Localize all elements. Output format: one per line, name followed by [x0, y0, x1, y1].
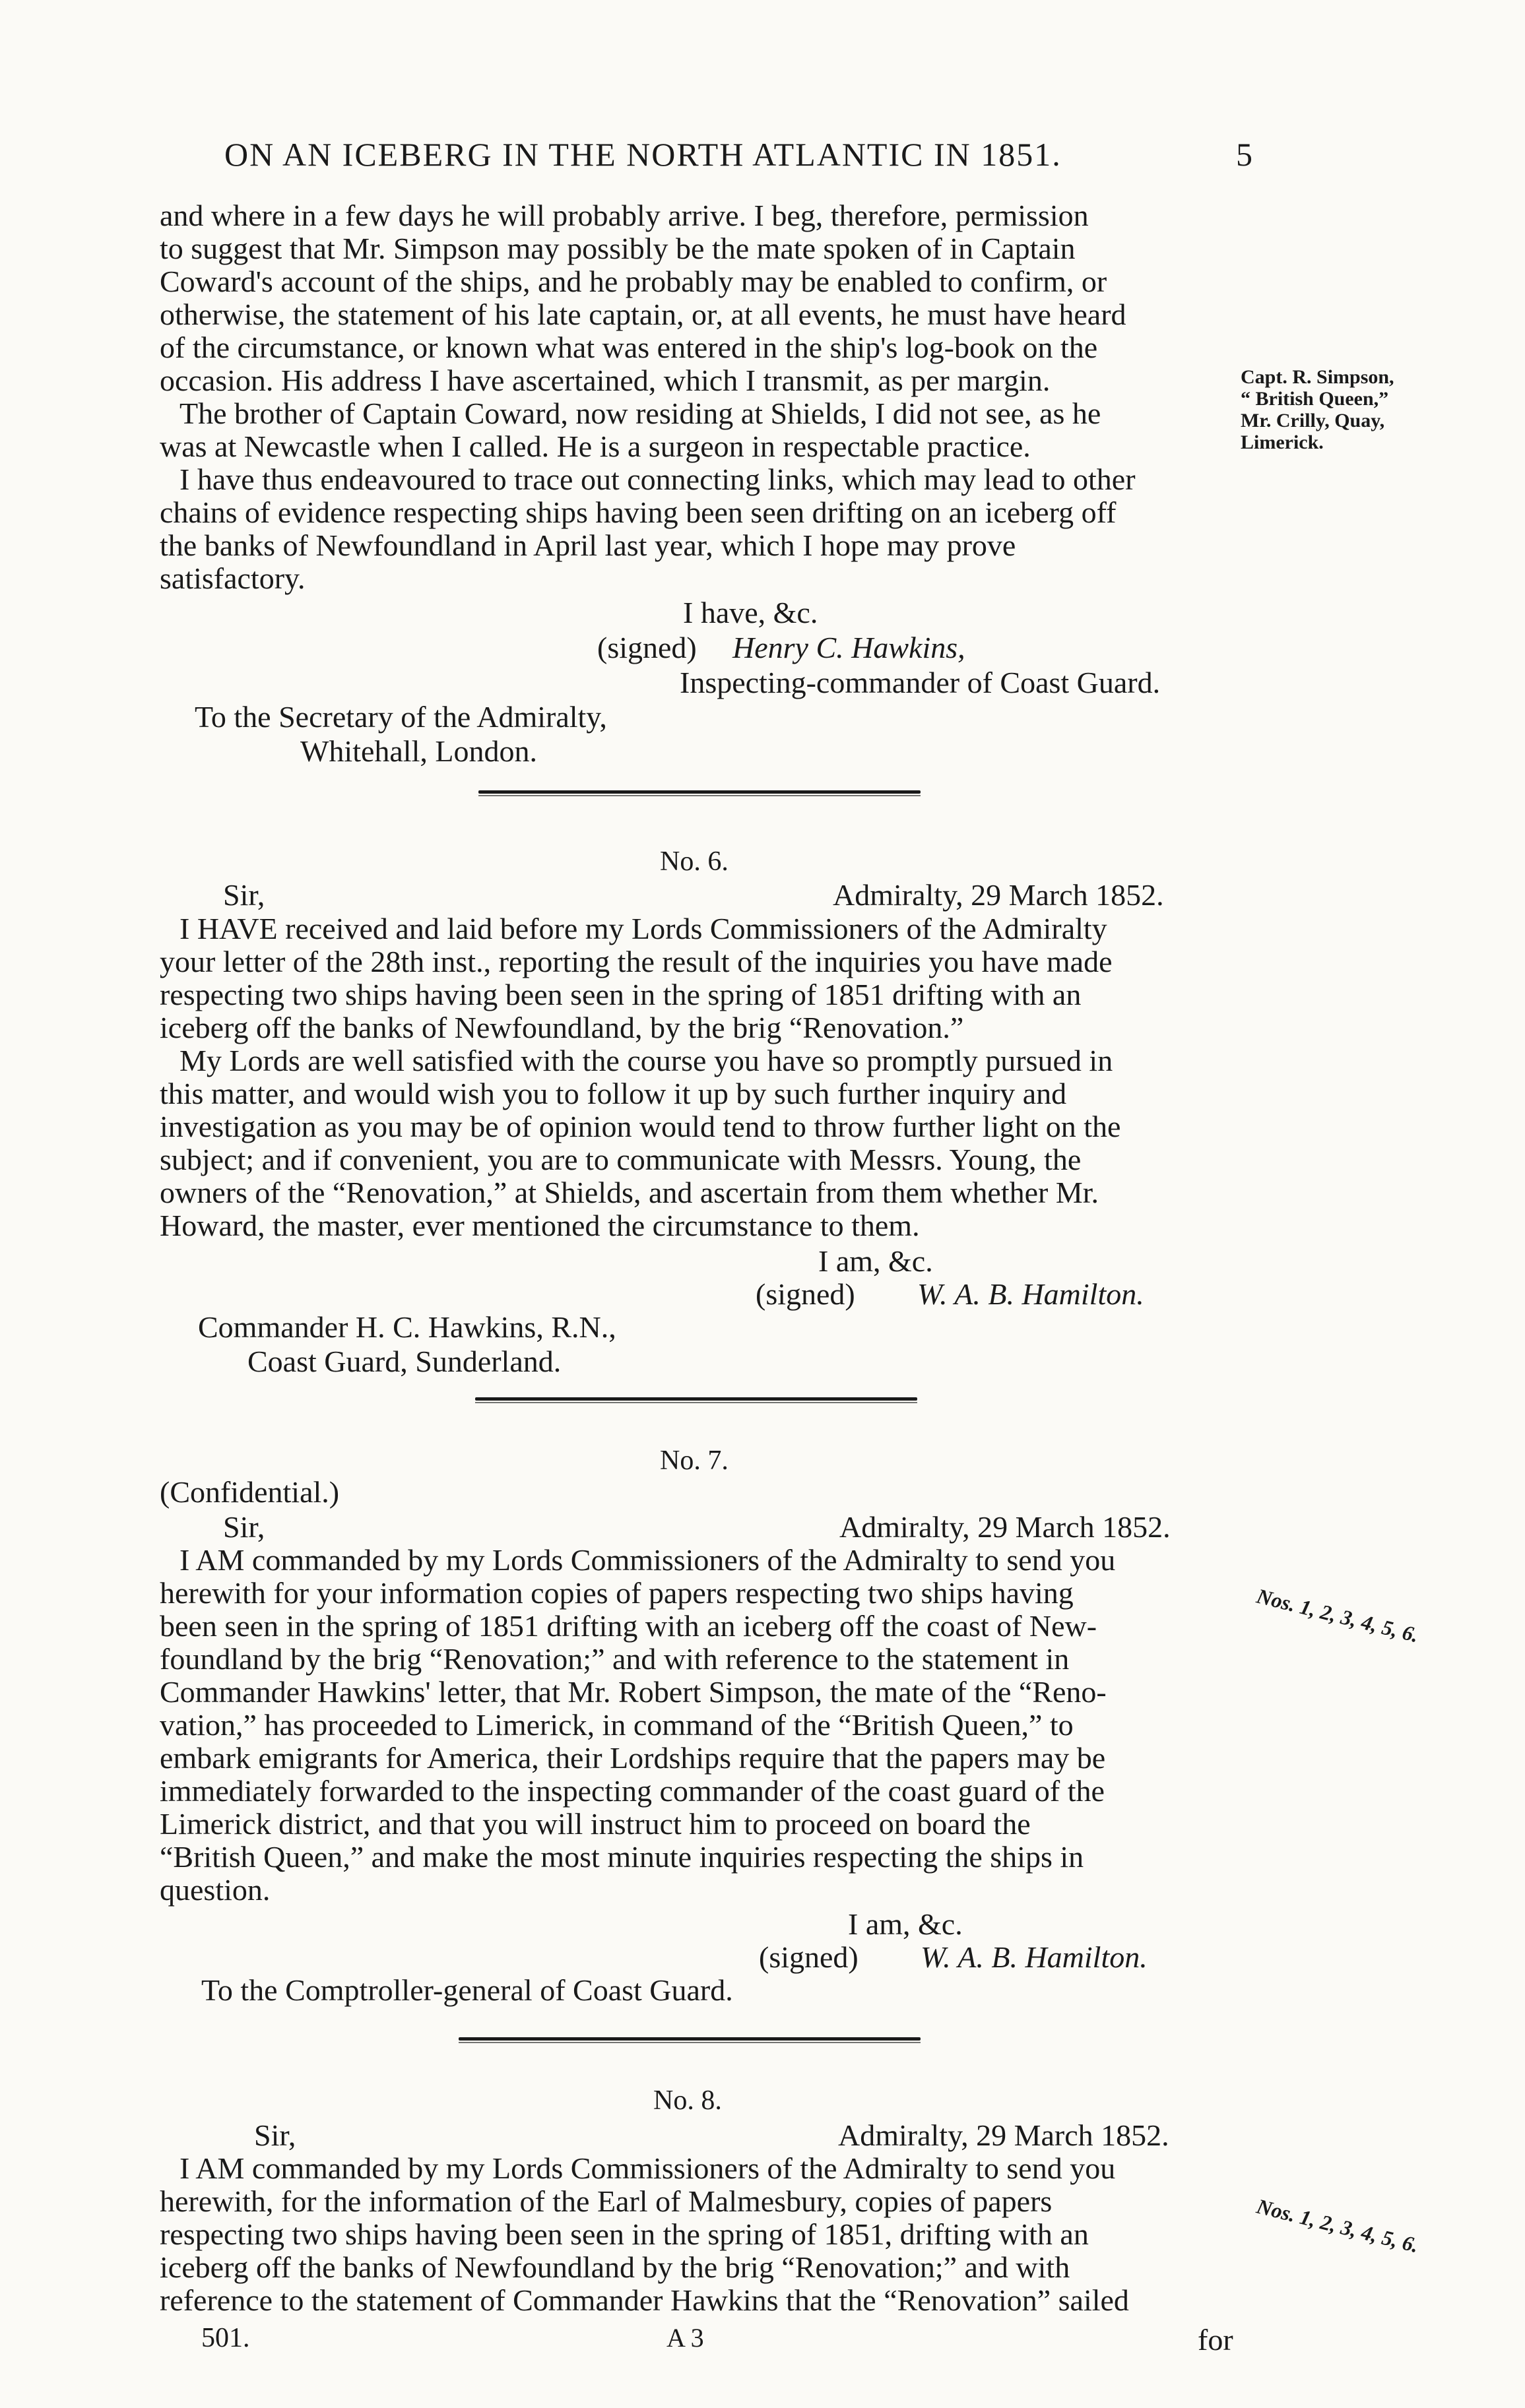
text-line: owners of the “Renovation,” at Shields, and ascertain from them whether Mr. — [160, 1176, 1099, 1209]
text-line: been seen in the spring of 1851 drifting with an iceberg off the coast of New- — [160, 1609, 1097, 1643]
addressee: Commander H. C. Hawkins, R.N., — [198, 1310, 616, 1344]
section-divider — [475, 1397, 917, 1401]
signatory: Henry C. Hawkins, — [732, 631, 965, 664]
text-line: respecting two ships having been seen in the spring of 1851 drifting with an — [160, 978, 1082, 1011]
signed-label: (signed) — [756, 1277, 855, 1311]
text-line: I AM commanded by my Lords Commissioners of the Admiralty to send you — [179, 2151, 1116, 2185]
document-number: No. 8. — [653, 2085, 722, 2116]
text-line: My Lords are well satisfied with the course you have so promptly pursued in — [179, 1044, 1113, 1077]
text-line: herewith, for the information of the Earl of Malmesbury, copies of papers — [160, 2184, 1053, 2218]
text-line: reference to the statement of Commander Hawkins that the “Renovation” sailed — [160, 2283, 1129, 2317]
text-line: of the circumstance, or known what was entered in the ship's log-book on the — [160, 331, 1098, 364]
print-number: 501. — [201, 2323, 250, 2353]
text-line: your letter of the 28th inst., reporting the result of the inquiries you have made — [160, 945, 1113, 978]
text-line: subject; and if convenient, you are to communicate with Messrs. Young, the — [160, 1143, 1082, 1176]
dateline: Admiralty, 29 March 1852. — [833, 878, 1164, 912]
margin-note-address — [1241, 366, 1394, 453]
letter-body — [160, 912, 1242, 1242]
text-line: I HAVE received and laid before my Lords Commissioners of the Admiralty — [179, 912, 1107, 945]
dateline: Admiralty, 29 March 1852. — [839, 1510, 1171, 1544]
section-divider — [478, 790, 921, 794]
closing: I have, &c. — [683, 596, 818, 629]
signatory-title: Inspecting-commander of Coast Guard. — [680, 666, 1161, 699]
text-line: Limerick district, and that you will instruct him to proceed on board the — [160, 1807, 1031, 1841]
text-line: question. — [160, 1873, 271, 1907]
text-line: chains of evidence respecting ships having been seen drifting on an iceberg off — [160, 495, 1117, 529]
document-number: No. 7. — [660, 1445, 729, 1476]
letter-continuation — [160, 199, 1242, 595]
closing: I am, &c. — [848, 1907, 963, 1941]
signatory: W. A. B. Hamilton. — [921, 1940, 1148, 1974]
margin-note-papers: Nos. 1, 2, 3, 4, 5, 6. — [1254, 1583, 1421, 1647]
letter-body — [160, 1544, 1242, 1907]
addressee-place: Whitehall, London. — [300, 734, 537, 768]
margin-line: Limerick. — [1241, 431, 1324, 453]
text-line: satisfactory. — [160, 561, 306, 595]
addressee: To the Comptroller-general of Coast Guard. — [201, 1973, 733, 2007]
text-line: investigation as you may be of opinion would tend to throw further light on the — [160, 1110, 1121, 1143]
addressee-place: Coast Guard, Sunderland. — [247, 1345, 562, 1378]
signed-label: (signed) — [759, 1940, 859, 1974]
text-line: vation,” has proceeded to Limerick, in command of the “British Queen,” to — [160, 1708, 1074, 1742]
text-line: Commander Hawkins' letter, that Mr. Robert Simpson, the mate of the “Reno- — [160, 1675, 1107, 1709]
text-line: iceberg off the banks of Newfoundland by the brig “Renovation;” and with — [160, 2250, 1070, 2284]
text-line: I have thus endeavoured to trace out connecting links, which may lead to other — [179, 462, 1136, 496]
salutation: Sir, — [223, 878, 265, 912]
dateline: Admiralty, 29 March 1852. — [838, 2118, 1169, 2152]
confidential-label: (Confidential.) — [160, 1475, 340, 1509]
text-line: otherwise, the statement of his late captain, or, at all events, he must have heard — [160, 298, 1126, 331]
section-divider — [459, 2037, 921, 2041]
addressee: To the Secretary of the Admiralty, — [195, 700, 607, 734]
text-line: I AM commanded by my Lords Commissioners of the Admiralty to send you — [179, 1543, 1116, 1577]
text-line: respecting two ships having been seen in the spring of 1851, drifting with an — [160, 2217, 1089, 2251]
closing: I am, &c. — [818, 1244, 933, 1278]
text-line: and where in a few days he will probably arrive. I beg, therefore, permission — [160, 199, 1089, 232]
salutation: Sir, — [223, 1510, 265, 1544]
text-line: embark emigrants for America, their Lordships require that the papers may be — [160, 1741, 1106, 1775]
margin-line: “ British Queen,” — [1241, 388, 1389, 410]
signatory: W. A. B. Hamilton. — [917, 1277, 1144, 1311]
text-line: The brother of Captain Coward, now residing at Shields, I did not see, as he — [179, 396, 1101, 430]
text-line: to suggest that Mr. Simpson may possibly be the mate spoken of in Captain — [160, 232, 1076, 265]
text-line: foundland by the brig “Renovation;” and with reference to the statement in — [160, 1642, 1070, 1676]
running-title: ON AN ICEBERG IN THE NORTH ATLANTIC IN 1851. — [224, 136, 1062, 173]
signature-mark: A 3 — [666, 2323, 704, 2353]
letter-body — [160, 2152, 1242, 2317]
catchword: for — [1198, 2323, 1233, 2357]
margin-note-papers: Nos. 1, 2, 3, 4, 5, 6. — [1254, 2194, 1421, 2258]
text-line: occasion. His address I have ascertained, which I transmit, as per margin. — [160, 364, 1051, 397]
text-line: “British Queen,” and make the most minute inquiries respecting the ships in — [160, 1840, 1084, 1874]
margin-line: Capt. R. Simpson, — [1241, 366, 1394, 388]
text-line: this matter, and would wish you to follow it up by such further inquiry and — [160, 1077, 1067, 1110]
page-number: 5 — [1236, 136, 1254, 173]
text-line: iceberg off the banks of Newfoundland, by the brig “Renovation.” — [160, 1011, 964, 1044]
text-line: was at Newcastle when I called. He is a surgeon in respectable practice. — [160, 429, 1031, 463]
text-line: herewith for your information copies of papers respecting two ships having — [160, 1576, 1074, 1610]
text-line: immediately forwarded to the inspecting commander of the coast guard of the — [160, 1774, 1105, 1808]
text-line: the banks of Newfoundland in April last year, which I hope may prove — [160, 528, 1016, 562]
salutation: Sir, — [254, 2118, 296, 2152]
margin-line: Mr. Crilly, Quay, — [1241, 410, 1385, 431]
text-line: Coward's account of the ships, and he probably may be enabled to confirm, or — [160, 265, 1107, 298]
signed-label: (signed) — [597, 631, 697, 664]
document-number: No. 6. — [660, 846, 729, 877]
text-line: Howard, the master, ever mentioned the circumstance to them. — [160, 1209, 920, 1242]
